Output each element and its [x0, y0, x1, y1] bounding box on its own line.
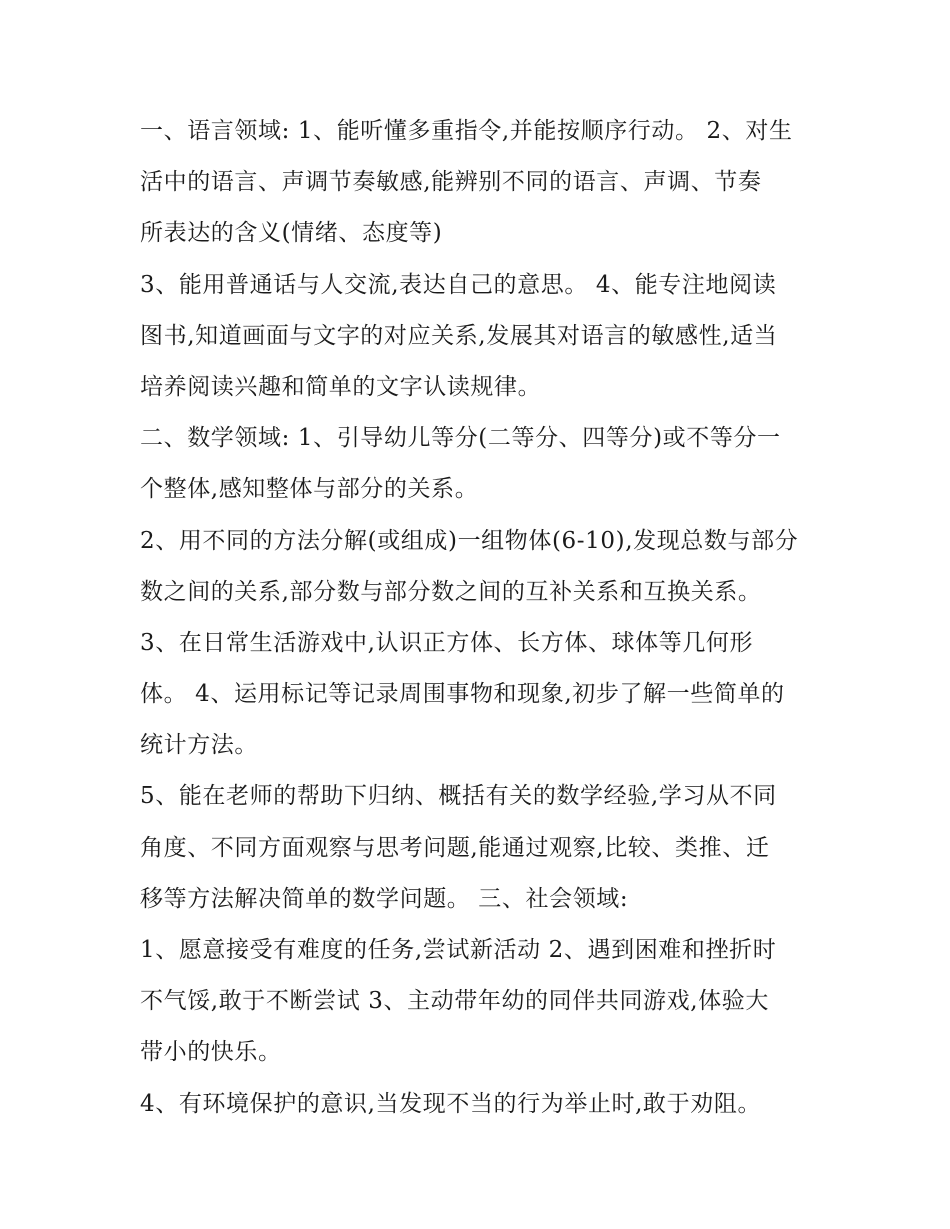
- text-line: 所表达的含义(情绪、态度等): [140, 220, 443, 247]
- text-line: 不气馁,敢于不断尝试 3、主动带年幼的同伴共同游戏,体验大: [140, 988, 769, 1015]
- text-line: 个整体,感知整体与部分的关系。: [140, 476, 479, 503]
- text-line: 培养阅读兴趣和简单的文字认读规律。: [140, 373, 542, 400]
- text-line: 5、能在老师的帮助下归纳、概括有关的数学经验,学习从不同: [140, 783, 777, 810]
- text-line: 角度、不同方面观察与思考问题,能通过观察,比较、类推、迁: [140, 834, 770, 861]
- text-line: 3、能用普通话与人交流,表达自己的意思。 4、能专注地阅读: [140, 271, 777, 298]
- paragraph-math-5: [140, 771, 812, 925]
- paragraph-math-1: [140, 413, 812, 515]
- text-line: 移等方法解决简单的数学问题。 三、社会领域:: [140, 885, 629, 912]
- paragraph-math-2: [140, 516, 812, 618]
- paragraph-social-4: [140, 1079, 812, 1130]
- text-line: 4、有环境保护的意识,当发现不当的行为举止时,敢于劝阻。: [140, 1090, 762, 1117]
- text-line: 带小的快乐。: [140, 1039, 282, 1066]
- text-line: 1、愿意接受有难度的任务,尝试新活动 2、遇到困难和挫折时: [140, 937, 777, 963]
- paragraph-math-3: [140, 618, 812, 772]
- text-line: 统计方法。: [140, 732, 258, 759]
- document-body: [140, 106, 812, 1130]
- text-line: 体。 4、运用标记等记录周围事物和现象,初步了解一些简单的: [140, 681, 785, 708]
- paragraph-social-1: [140, 925, 812, 1079]
- text-line: 3、在日常生活游戏中,认识正方体、长方体、球体等几何形: [140, 629, 754, 656]
- text-line: 2、用不同的方法分解(或组成)一组物体(6-10),发现总数与部分: [140, 527, 799, 554]
- text-line: 数之间的关系,部分数与部分数之间的互补关系和互换关系。: [140, 578, 762, 605]
- text-line: 一、语言领域: 1、能听懂多重指令,并能按顺序行动。 2、对生: [140, 118, 793, 144]
- text-line: 二、数学领域: 1、引导幼儿等分(二等分、四等分)或不等分一: [140, 425, 781, 452]
- paragraph-language-2: [140, 260, 812, 414]
- paragraph-language-1: [140, 106, 812, 260]
- text-line: 图书,知道画面与文字的对应关系,发展其对语言的敏感性,适当: [140, 322, 778, 349]
- text-line: 活中的语言、声调节奏敏感,能辨别不同的语言、声调、节奏: [140, 169, 762, 196]
